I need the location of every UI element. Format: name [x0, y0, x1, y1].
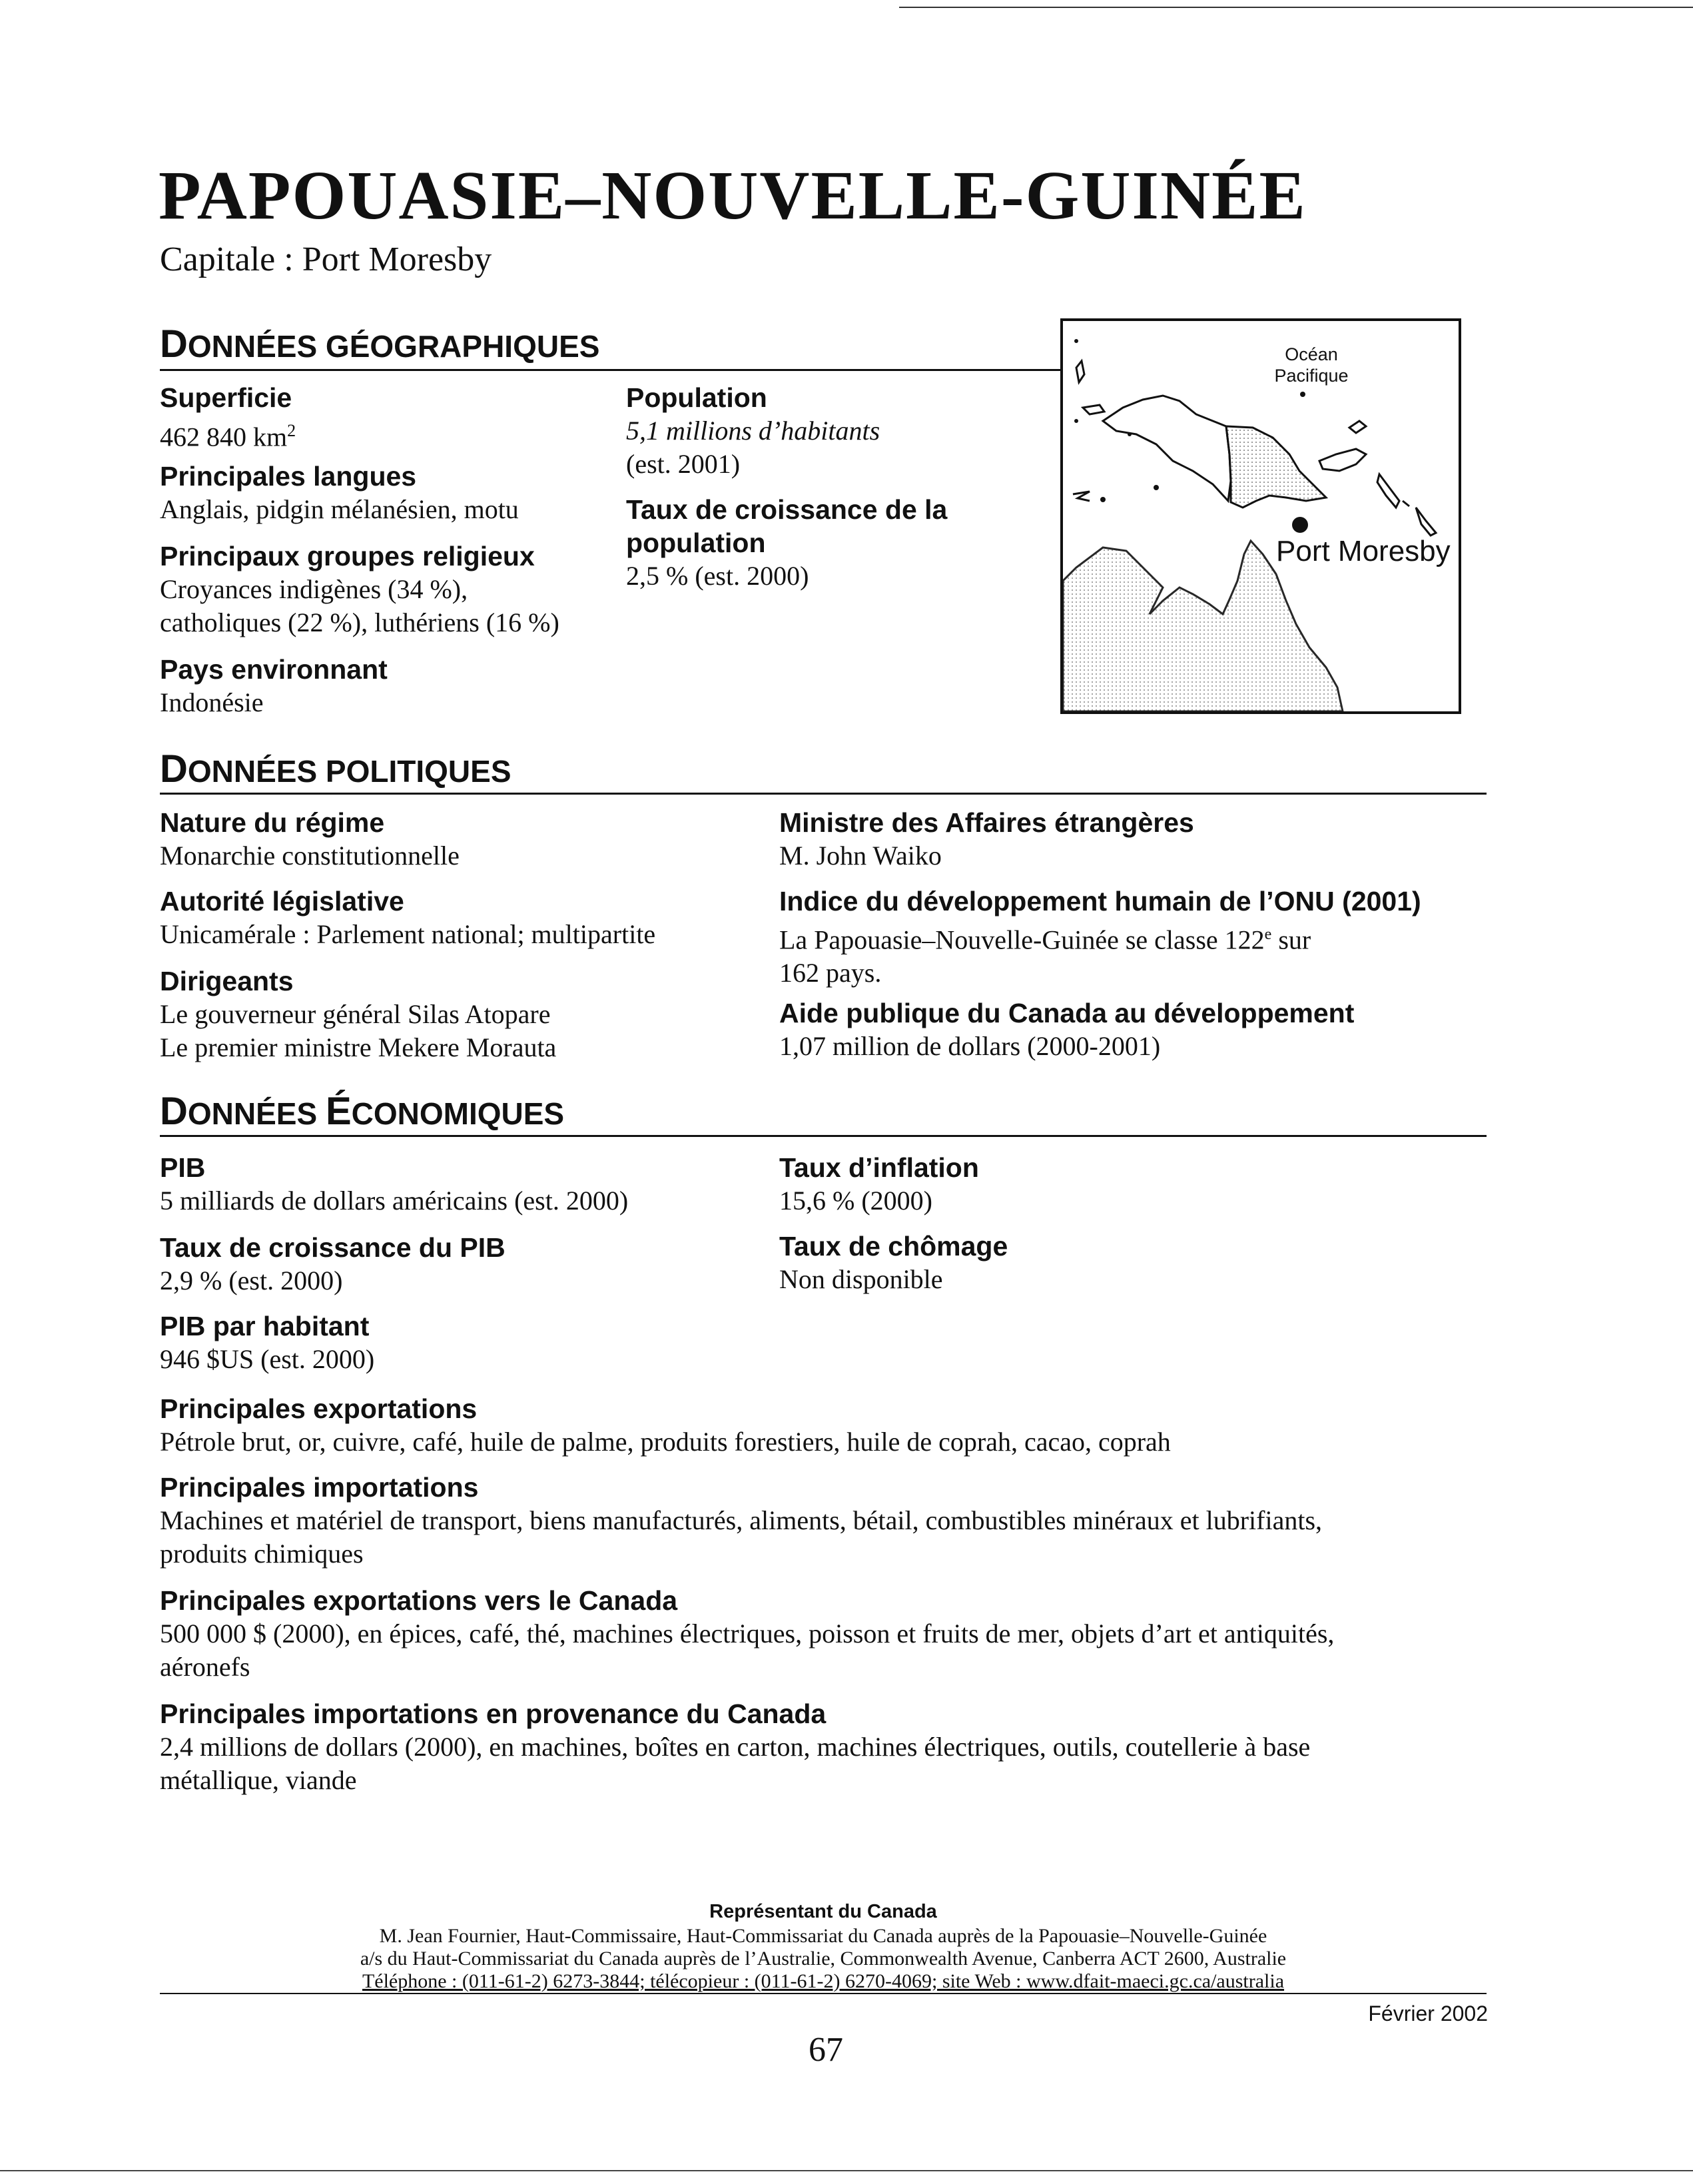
- field-ministre: [779, 806, 1194, 873]
- map-island: [1073, 492, 1090, 501]
- field-value: 1,07 million de dollars (2000-2001): [779, 1031, 1161, 1061]
- field-value: (est. 2001): [626, 449, 741, 479]
- section-heading-politiques: DONNÉES POLITIQUES: [160, 747, 511, 791]
- field-label: Pays environnant: [160, 654, 388, 685]
- field-label: Ministre des Affaires étrangères: [779, 807, 1194, 838]
- publication-date: Février 2002: [1368, 2002, 1488, 2025]
- field-label: Taux de croissance du PIB: [160, 1232, 506, 1263]
- field-label: population: [626, 528, 766, 558]
- scan-edge-line: [899, 7, 1693, 8]
- footer-rule: [160, 1993, 1487, 1994]
- field-religion: [160, 540, 559, 639]
- field-value: 500 000 $ (2000), en épices, café, thé, machines électriques, poisson et fruits de mer, objets d’art et antiquités,: [160, 1619, 1335, 1648]
- field-autorite-legislative: [160, 885, 655, 951]
- field-croissance-pib: [160, 1231, 506, 1297]
- field-value: Machines et matériel de transport, biens manufacturés, aliments, bétail, combustibles minéraux et lubrifiants,: [160, 1505, 1323, 1535]
- field-population: [626, 381, 880, 481]
- field-value: 5,1 millions d’habitants: [626, 416, 880, 446]
- field-importations: [160, 1471, 1322, 1571]
- field-value: La Papouasie–Nouvelle-Guinée se classe 122e sur: [779, 924, 1311, 955]
- field-label: Taux de chômage: [779, 1231, 1008, 1262]
- field-croissance-population: [626, 493, 947, 593]
- section-rule-geographiques: [160, 369, 1060, 371]
- map-island: [1083, 405, 1104, 414]
- capital-marker: [1292, 517, 1308, 533]
- field-label: Principaux groupes religieux: [160, 541, 535, 571]
- field-value: M. John Waiko: [779, 841, 942, 871]
- field-label: Principales importations en provenance du Canada: [160, 1698, 827, 1729]
- scan-edge-line: [0, 2170, 1693, 2171]
- country-map: [1060, 318, 1461, 714]
- field-regime: [160, 806, 460, 873]
- map-new-britain: [1319, 449, 1366, 471]
- capital-line: Capitale : Port Moresby: [160, 240, 492, 278]
- field-dirigeants: [160, 964, 556, 1064]
- map-solomon-islands: [1416, 508, 1436, 536]
- field-value: Monarchie constitutionnelle: [160, 841, 460, 871]
- field-label: Indice du développement humain de l’ONU (2001): [779, 886, 1421, 916]
- field-value: 5 milliards de dollars américains (est. 2000): [160, 1186, 629, 1216]
- field-value: Le premier ministre Mekere Morauta: [160, 1032, 557, 1062]
- field-pib-habitant: [160, 1309, 374, 1376]
- field-label: PIB: [160, 1152, 206, 1183]
- field-label: Principales exportations vers le Canada: [160, 1585, 678, 1616]
- field-value: 2,5 % (est. 2000): [626, 561, 809, 591]
- map-bougainville: [1377, 474, 1399, 508]
- map-west-new-guinea: [1103, 396, 1231, 501]
- field-exportations-canada: [160, 1584, 1334, 1684]
- field-superficie: [160, 381, 296, 454]
- field-value: 162 pays.: [779, 958, 882, 988]
- representative-title: Représentant du Canada: [709, 1901, 937, 1922]
- field-value: 946 $US (est. 2000): [160, 1344, 375, 1374]
- field-importations-canada: [160, 1697, 1310, 1797]
- field-value: métallique, viande: [160, 1765, 357, 1795]
- field-value: Indonésie: [160, 687, 264, 717]
- page-title: PAPOUASIE–NOUVELLE-GUINÉE: [159, 157, 1307, 234]
- representative-block: [160, 1898, 1487, 1993]
- field-label: Taux de croissance de la: [626, 494, 948, 525]
- field-value: Unicamérale : Parlement national; multipartite: [160, 919, 656, 949]
- section-rule-economiques: [160, 1135, 1487, 1137]
- field-idh: [779, 885, 1421, 990]
- field-value: 15,6 % (2000): [779, 1186, 932, 1216]
- map-new-ireland: [1349, 421, 1366, 433]
- field-value: Non disponible: [779, 1264, 943, 1294]
- map-city-label: Port Moresby: [1276, 535, 1451, 567]
- field-chomage: [779, 1230, 1008, 1296]
- page-number: 67: [809, 2031, 843, 2069]
- field-label: Principales exportations: [160, 1393, 478, 1424]
- field-label: PIB par habitant: [160, 1311, 370, 1341]
- field-label: Principales langues: [160, 461, 417, 492]
- field-pib: [160, 1151, 628, 1218]
- representative-contact-line: Téléphone : (011-61-2) 6273-3844; télécopieur : (011-61-2) 6270-4069; site Web : www.dfait-maeci.gc.ca/australia: [362, 1970, 1285, 1992]
- section-heading-geographiques: DONNÉES GÉOGRAPHIQUES: [160, 322, 600, 366]
- field-value: Anglais, pidgin mélanésien, motu: [160, 494, 519, 524]
- field-value: 462 840 $km^2$: [160, 421, 296, 452]
- field-label: Taux d’inflation: [779, 1152, 979, 1183]
- map-papua-new-guinea: [1226, 426, 1326, 508]
- field-value: 2,9 % (est. 2000): [160, 1266, 343, 1295]
- section-rule-politiques: [160, 793, 1487, 795]
- field-label: Nature du régime: [160, 807, 385, 838]
- map-ocean-label: Océan Pacifique: [1274, 344, 1349, 386]
- representative-line: a/s du Haut-Commissariat du Canada auprès de l’Australie, Commonwealth Avenue, Canberra ACT 2600, Australie: [360, 1948, 1287, 1970]
- field-label: Dirigeants: [160, 966, 294, 996]
- section-heading-economiques: DONNÉES ÉCONOMIQUES: [160, 1090, 565, 1133]
- field-label: Principales importations: [160, 1472, 479, 1503]
- field-exportations: [160, 1392, 1171, 1459]
- representative-line: M. Jean Fournier, Haut-Commissaire, Haut-Commissariat du Canada auprès de la Papouasie–Nouvelle-Guinée: [379, 1925, 1267, 1947]
- field-value: produits chimiques: [160, 1539, 364, 1569]
- field-langues: [160, 460, 519, 526]
- field-value: 2,4 millions de dollars (2000), en machines, boîtes en carton, machines électriques, outils, coutellerie à base: [160, 1732, 1311, 1762]
- field-aide-publique: [779, 996, 1354, 1063]
- field-value: Croyances indigènes (34 %),: [160, 574, 468, 604]
- field-label: Population: [626, 382, 767, 413]
- field-pays-environnant: [160, 653, 388, 719]
- field-value: Pétrole brut, or, cuivre, café, huile de palme, produits forestiers, huile de coprah, cacao, coprah: [160, 1427, 1171, 1457]
- field-label: Superficie: [160, 382, 292, 413]
- field-inflation: [779, 1151, 979, 1218]
- field-value: Le gouverneur général Silas Atopare: [160, 999, 551, 1029]
- field-label: Autorité législative: [160, 886, 404, 916]
- field-value: catholiques (22 %), luthériens (16 %): [160, 607, 559, 637]
- field-value: aéronefs: [160, 1652, 250, 1682]
- field-label: Aide publique du Canada au développement: [779, 998, 1355, 1028]
- map-island: [1076, 361, 1084, 382]
